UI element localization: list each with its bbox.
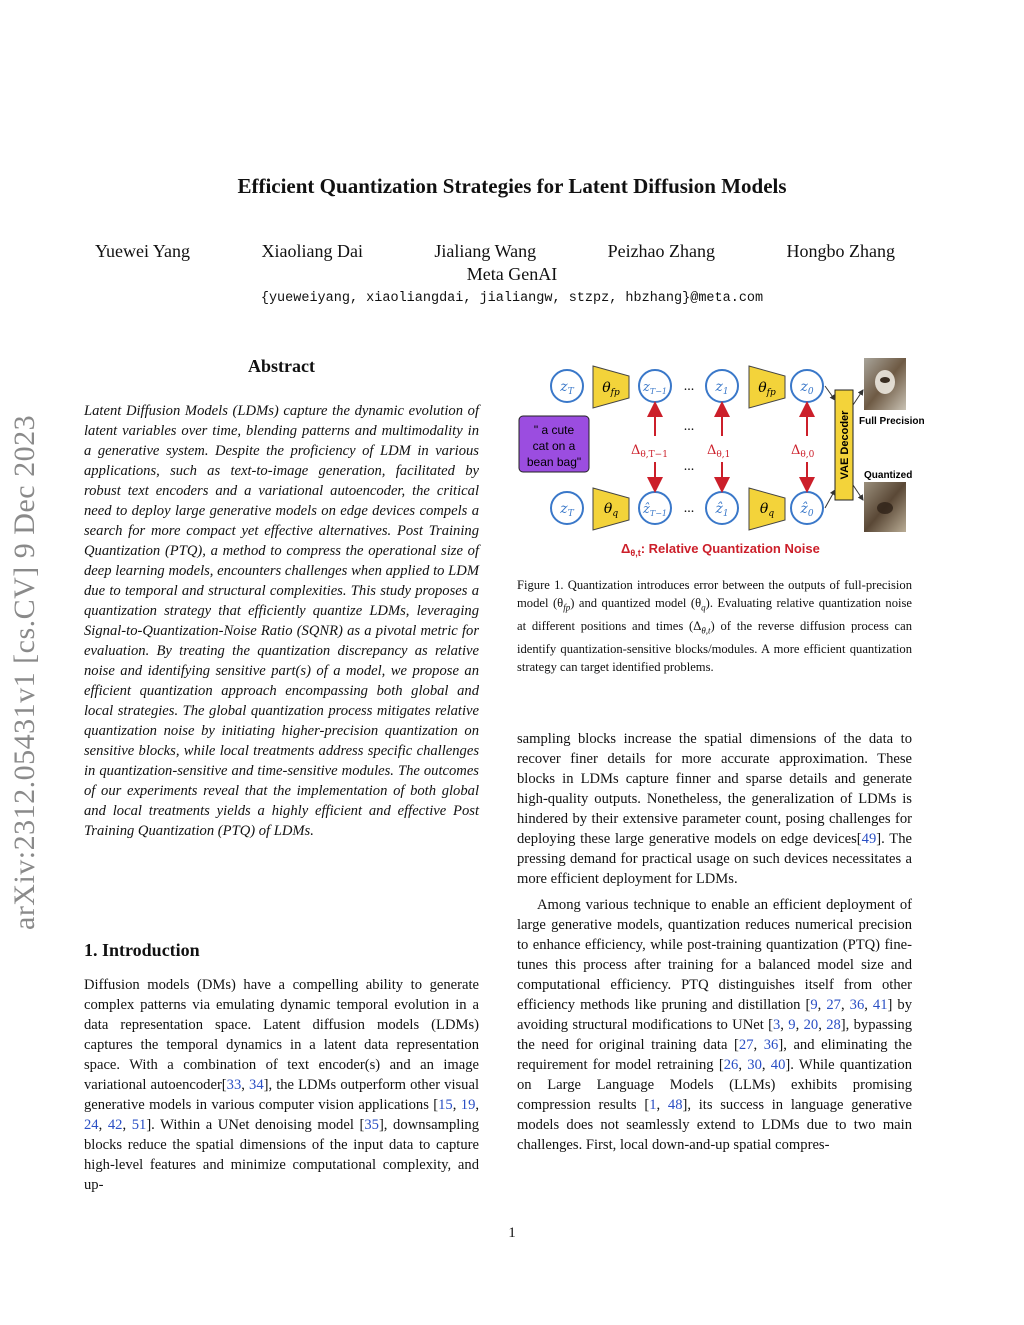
citation-link[interactable]: 9 bbox=[788, 1017, 796, 1033]
text-run: Figure 1. Quantization introduces error between the outputs of full-precision model (θ bbox=[517, 578, 912, 611]
text-run: ], the LDMs outperform other visual generative models in various computer vision applications [ bbox=[84, 1077, 480, 1113]
citation-link[interactable]: 20 bbox=[803, 1017, 819, 1033]
citation-link[interactable]: 34 bbox=[249, 1077, 264, 1093]
citation-link[interactable]: 3 bbox=[773, 1017, 781, 1033]
citation-link[interactable]: 33 bbox=[226, 1077, 242, 1093]
svg-text:θfp: $\theta_{fp}$ bbox=[758, 380, 776, 398]
text-run: sampling blocks increase the spatial dimensions of the data to recover finer details for more accurate approximation. These blocks in LDMs capture finner and sparse details and generate high-quality outputs. Nonetheless, the generalization of LDMs is hindered by their extensive parameter count, posing challenges for deploying these large generative models on edge devices[ bbox=[517, 731, 912, 847]
citation-link[interactable]: 27 bbox=[738, 1037, 754, 1053]
svg-text:zT−1: $z_{T-1}$ bbox=[643, 380, 667, 396]
vae-decoder bbox=[825, 386, 863, 508]
section-heading-introduction: 1. Introduction bbox=[84, 940, 200, 960]
author-emails: {yueweiyang, xiaoliangdai, jialiangw, stzpz, hbzhang}@meta.com bbox=[260, 291, 764, 306]
text-run: , bbox=[656, 1097, 668, 1113]
author-name: Xiaoliang Dai bbox=[261, 241, 363, 261]
delta-arrows bbox=[655, 405, 807, 489]
page-number: 1 bbox=[508, 1225, 516, 1241]
text-run: ) of the reverse diffusion process can identify quantization-sensitive blocks/modules. A more efficient quantization strategy can target identified problems. bbox=[517, 619, 913, 675]
fp-block bbox=[749, 366, 785, 408]
text-run: , bbox=[780, 1017, 789, 1033]
arxiv-stamp: arXiv:2312.05431v1 [cs.CV] 9 Dec 2023 bbox=[8, 414, 41, 930]
svg-text:z0: $z_0$ bbox=[800, 379, 814, 397]
bottom-row bbox=[551, 488, 823, 530]
text-run: ). Evaluating relative quantization noise at different positions and times (Δ bbox=[517, 596, 912, 634]
text-run: , bbox=[840, 997, 850, 1013]
citation-link[interactable]: 36 bbox=[763, 1037, 779, 1053]
author-name: Jialiang Wang bbox=[434, 241, 537, 261]
text-run: ]. Within a UNet denoising model [ bbox=[146, 1117, 365, 1133]
citation-link[interactable]: 28 bbox=[826, 1017, 841, 1033]
author-name: Hongbo Zhang bbox=[786, 241, 895, 261]
author-name: Peizhao Zhang bbox=[607, 241, 716, 261]
svg-text:zT: $z_T$ bbox=[560, 501, 574, 519]
citation-link[interactable]: 30 bbox=[747, 1057, 762, 1073]
svg-text:" a cute: " a cute bbox=[533, 423, 575, 437]
svg-text:ẑ1: ẑ$_1$ bbox=[715, 501, 729, 519]
citation-link[interactable]: 42 bbox=[107, 1117, 123, 1133]
citation-link[interactable]: 9 bbox=[810, 997, 818, 1013]
citation-link[interactable]: 24 bbox=[84, 1117, 99, 1133]
svg-text:...: ... bbox=[683, 459, 695, 474]
paper-title: Efficient Quantization Strategies for Latent Diffusion Models bbox=[237, 174, 787, 198]
text-run: , bbox=[817, 997, 827, 1013]
intro-paragraph-3 bbox=[517, 895, 912, 1155]
citation-link[interactable]: 41 bbox=[872, 997, 888, 1013]
text-run: , bbox=[753, 1037, 764, 1053]
citation-link[interactable]: 26 bbox=[723, 1057, 739, 1073]
text-run: , bbox=[122, 1117, 132, 1133]
top-row bbox=[551, 366, 823, 408]
citation-link[interactable]: 19 bbox=[460, 1097, 476, 1113]
svg-text:...: ... bbox=[683, 501, 695, 516]
svg-text:VAE Decoder: VAE Decoder bbox=[839, 410, 851, 480]
math-subscript: fp bbox=[563, 602, 571, 613]
svg-text:θfp: $\theta_{fp}$ bbox=[602, 380, 620, 398]
quantized-label: Quantized bbox=[864, 470, 913, 481]
affiliation: Meta GenAI bbox=[466, 264, 558, 284]
fp-block bbox=[593, 366, 629, 408]
citation-link[interactable]: 48 bbox=[667, 1097, 683, 1113]
intro-paragraph-1 bbox=[84, 975, 479, 1195]
svg-text:θq: $\theta_q$ bbox=[603, 501, 619, 519]
citation-link[interactable]: 51 bbox=[131, 1117, 147, 1133]
svg-text:cat on a: cat on a bbox=[532, 439, 576, 453]
text-run: ], downsampling blocks reduce the spatial dimensions of the input data to capture high-level features and minimize computational complexity, and up- bbox=[84, 1117, 479, 1193]
svg-text:zT: $z_T$ bbox=[560, 379, 574, 397]
delta-label: $\Delta_{\theta,0}$ bbox=[791, 443, 815, 460]
text-run: Among various technique to enable an efficient deployment of large generative models, quantization reduces numerical precision to enhance efficiency, while post-training quantization (PTQ) fine-tunes this process after training for a balanced model size and computational efficiency. PTQ distinguishes itself from other efficiency methods like pruning and distillation [ bbox=[517, 897, 912, 1013]
text-run: , bbox=[818, 1017, 827, 1033]
text-run: ]. While quantization on Large Language Models (LLMs) exhibits promising compression results [ bbox=[517, 1057, 912, 1113]
text-run: ) and quantized model (θ bbox=[570, 596, 702, 611]
svg-text:ẑT−1: ẑ$_{T-1}$ bbox=[643, 502, 667, 518]
abstract-text: Latent Diffusion Models (LDMs) capture the dynamic evolution of latent variables over time, blending patterns and multimodality in a generative system. Despite the proficiency of LDM in various applications, such as text-to-image generation, facilitated by robust text encoders and a variational autoencoder, the critical need to deploy large generative models on edge devices compels a search for more compact yet effective alternatives. Post Training Quantization (PTQ), a method to compress the operational size of deep learning models, encounters challenges when applied to LDM due to temporal and structural complexities. This study proposes a quantization strategy that efficiently quantize LDMs, leveraging Signal-to-Quantization-Noise Ratio (SQNR) as a pivotal metric for evaluation. By treating the quantization discrepancy as relative noise and identifying sensitive part(s) of a model, we propose an efficient quantization approach encompassing both global and local strategies. The global quantization process mitigates relative quantization noise by initiating higher-precision quantization on sensitive blocks, while local treatments address specific challenges in quantization-sensitive and time-sensitive modules. The outcomes of our experiments reveal that the implementation of both global and local treatments yields a highly efficient and effective Post Training Quantization (PTQ) of LDMs. bbox=[84, 403, 479, 839]
citation-link[interactable]: 35 bbox=[364, 1117, 379, 1133]
svg-text:bean bag": bean bag" bbox=[526, 455, 582, 469]
math-subscript: q bbox=[701, 602, 706, 613]
text-run: ], bypassing the need for original training data [ bbox=[517, 1017, 913, 1053]
author-name: Yuewei Yang bbox=[95, 241, 191, 261]
full-precision-label: Full Precision bbox=[859, 416, 925, 427]
figure-legend: $\Delta_{\theta,t}$: Relative Quantization Noise bbox=[621, 541, 820, 558]
text-prompt-box bbox=[519, 416, 589, 472]
text-run: , bbox=[452, 1097, 461, 1113]
text-run: , bbox=[795, 1017, 804, 1033]
text-run: , bbox=[241, 1077, 250, 1093]
text-run: , bbox=[475, 1097, 480, 1113]
svg-text:ẑ0: ẑ$_0$ bbox=[800, 501, 814, 519]
figure-1-diagram bbox=[517, 350, 929, 565]
delta-label: $\Delta_{\theta,1}$ bbox=[707, 443, 731, 460]
citation-link[interactable]: 40 bbox=[770, 1057, 786, 1073]
citation-link[interactable]: 1 bbox=[649, 1097, 657, 1113]
text-run: ]. The pressing demand for practical usage on such devices necessitates a more efficient deployment for LDMs. bbox=[517, 831, 912, 887]
citation-link[interactable]: 36 bbox=[849, 997, 865, 1013]
author-list bbox=[95, 241, 895, 262]
text-run: , bbox=[98, 1117, 108, 1133]
text-run: , bbox=[738, 1057, 748, 1073]
math-subscript: θ,t bbox=[701, 625, 711, 636]
citation-link[interactable]: 49 bbox=[861, 831, 877, 847]
text-run: , bbox=[864, 997, 873, 1013]
delta-label: $\Delta_{\theta,T-1}$ bbox=[631, 443, 668, 460]
text-run: , bbox=[761, 1057, 771, 1073]
text-run: ], its success in language generative models does not seamlessly extend to LDMs due to two main challenges. First, local down-and-up spatial compres- bbox=[517, 1097, 913, 1153]
text-run: ], and eliminating the requirement for model retraining [ bbox=[517, 1037, 913, 1073]
abstract-heading: Abstract bbox=[248, 356, 315, 376]
svg-text:...: ... bbox=[683, 379, 695, 394]
svg-text:θq: $\theta_q$ bbox=[759, 501, 775, 519]
citation-link[interactable]: 27 bbox=[826, 997, 841, 1013]
svg-text:...: ... bbox=[683, 419, 695, 434]
text-run: Diffusion models (DMs) have a compelling ability to generate complex patterns via emulating dynamic temporal evolution in a data representation space. Latent diffusion models (LDMs) captures the temporal dynamics in a latent data representation space. With a combination of text encoder(s) and an image variational autoencoder[ bbox=[84, 977, 479, 1093]
citation-link[interactable]: 15 bbox=[438, 1097, 453, 1113]
intro-column-2 bbox=[517, 729, 912, 1155]
svg-text:z1: $z_1$ bbox=[715, 379, 729, 397]
intro-paragraph-2 bbox=[517, 729, 912, 889]
figure-1-caption bbox=[517, 576, 912, 677]
text-run: ] by avoiding structural modifications to UNet [ bbox=[517, 997, 913, 1033]
